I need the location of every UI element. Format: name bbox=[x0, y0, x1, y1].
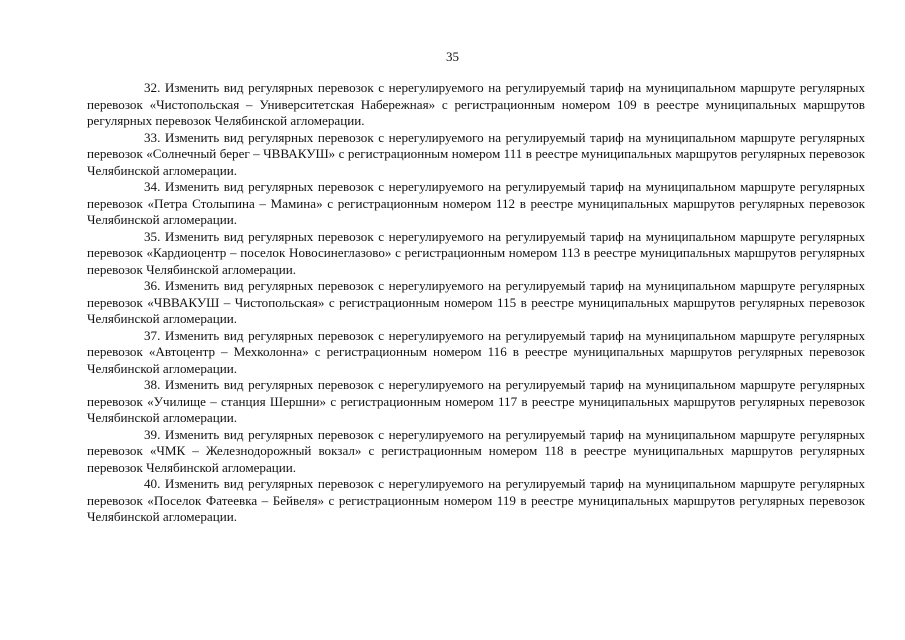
paragraph-33: 33. Изменить вид регулярных перевозок с нерегулируемого на регулируемый тариф на муниципальном маршруте регулярных перевозок «Солнечный берег – ЧВВАКУШ» с регистрационным номером 111 в реестре муниципальных маршрутов регулярных перевозок Челябинской агломерации. bbox=[87, 129, 865, 178]
paragraph-34: 34. Изменить вид регулярных перевозок с нерегулируемого на регулируемый тариф на муниципальном маршруте регулярных перевозок «Петра Столыпина – Мамина» с регистрационным номером 112 в реестре муниципальных маршрутов регулярных перевозок Челябинской агломерации. bbox=[87, 179, 865, 227]
paragraph-36: 36. Изменить вид регулярных перевозок с нерегулируемого на регулируемый тариф на муниципальном маршруте регулярных перевозок «ЧВВАКУШ – Чистопольская» с регистрационным номером 115 в реестре муниципальных маршрутов регулярных перевозок Челябинской агломерации. bbox=[87, 278, 865, 326]
paragraph-39: 39. Изменить вид регулярных перевозок с нерегулируемого на регулируемый тариф на муниципальном маршруте регулярных перевозок «ЧМК – Железнодорожный вокзал» с регистрационным номером 118 в реестре муниципальных маршрутов регулярных перевозок Челябинской агломерации. bbox=[87, 426, 865, 475]
paragraph-37: 37. Изменить вид регулярных перевозок с нерегулируемого на регулируемый тариф на муниципальном маршруте регулярных перевозок «Автоцентр – Мехколонна» с регистрационным номером 116 в реестре муниципальных маршрутов регулярных перевозок Челябинской агломерации. bbox=[87, 327, 865, 376]
paragraph-40: 40. Изменить вид регулярных перевозок с нерегулируемого на регулируемый тариф на муниципальном маршруте регулярных перевозок «Поселок Фатеевка – Бейвеля» с регистрационным номером 119 в реестре муниципальных маршрутов регулярных перевозок Челябинской агломерации. bbox=[87, 476, 865, 524]
paragraph-38: 38. Изменить вид регулярных перевозок с нерегулируемого на регулируемый тариф на муниципальном маршруте регулярных перевозок «Училище – станция Шершни» с регистрационным номером 117 в реестре муниципальных маршрутов регулярных перевозок Челябинской агломерации. bbox=[87, 377, 865, 425]
page-number: 35 bbox=[446, 49, 459, 64]
paragraph-35: 35. Изменить вид регулярных перевозок с нерегулируемого на регулируемый тариф на муниципальном маршруте регулярных перевозок «Кардиоцентр – поселок Новосинеглазово» с регистрационным номером 113 в реестре муниципальных маршрутов регулярных перевозок Челябинской агломерации. bbox=[87, 228, 865, 277]
paragraph-32: 32. Изменить вид регулярных перевозок с нерегулируемого на регулируемый тариф на муниципальном маршруте регулярных перевозок «Чистопольская – Университетская Набережная» с регистрационным номером 109 в реестре муниципальных маршрутов регулярных перевозок Челябинской агломерации. bbox=[87, 80, 865, 128]
document-body bbox=[87, 80, 865, 526]
